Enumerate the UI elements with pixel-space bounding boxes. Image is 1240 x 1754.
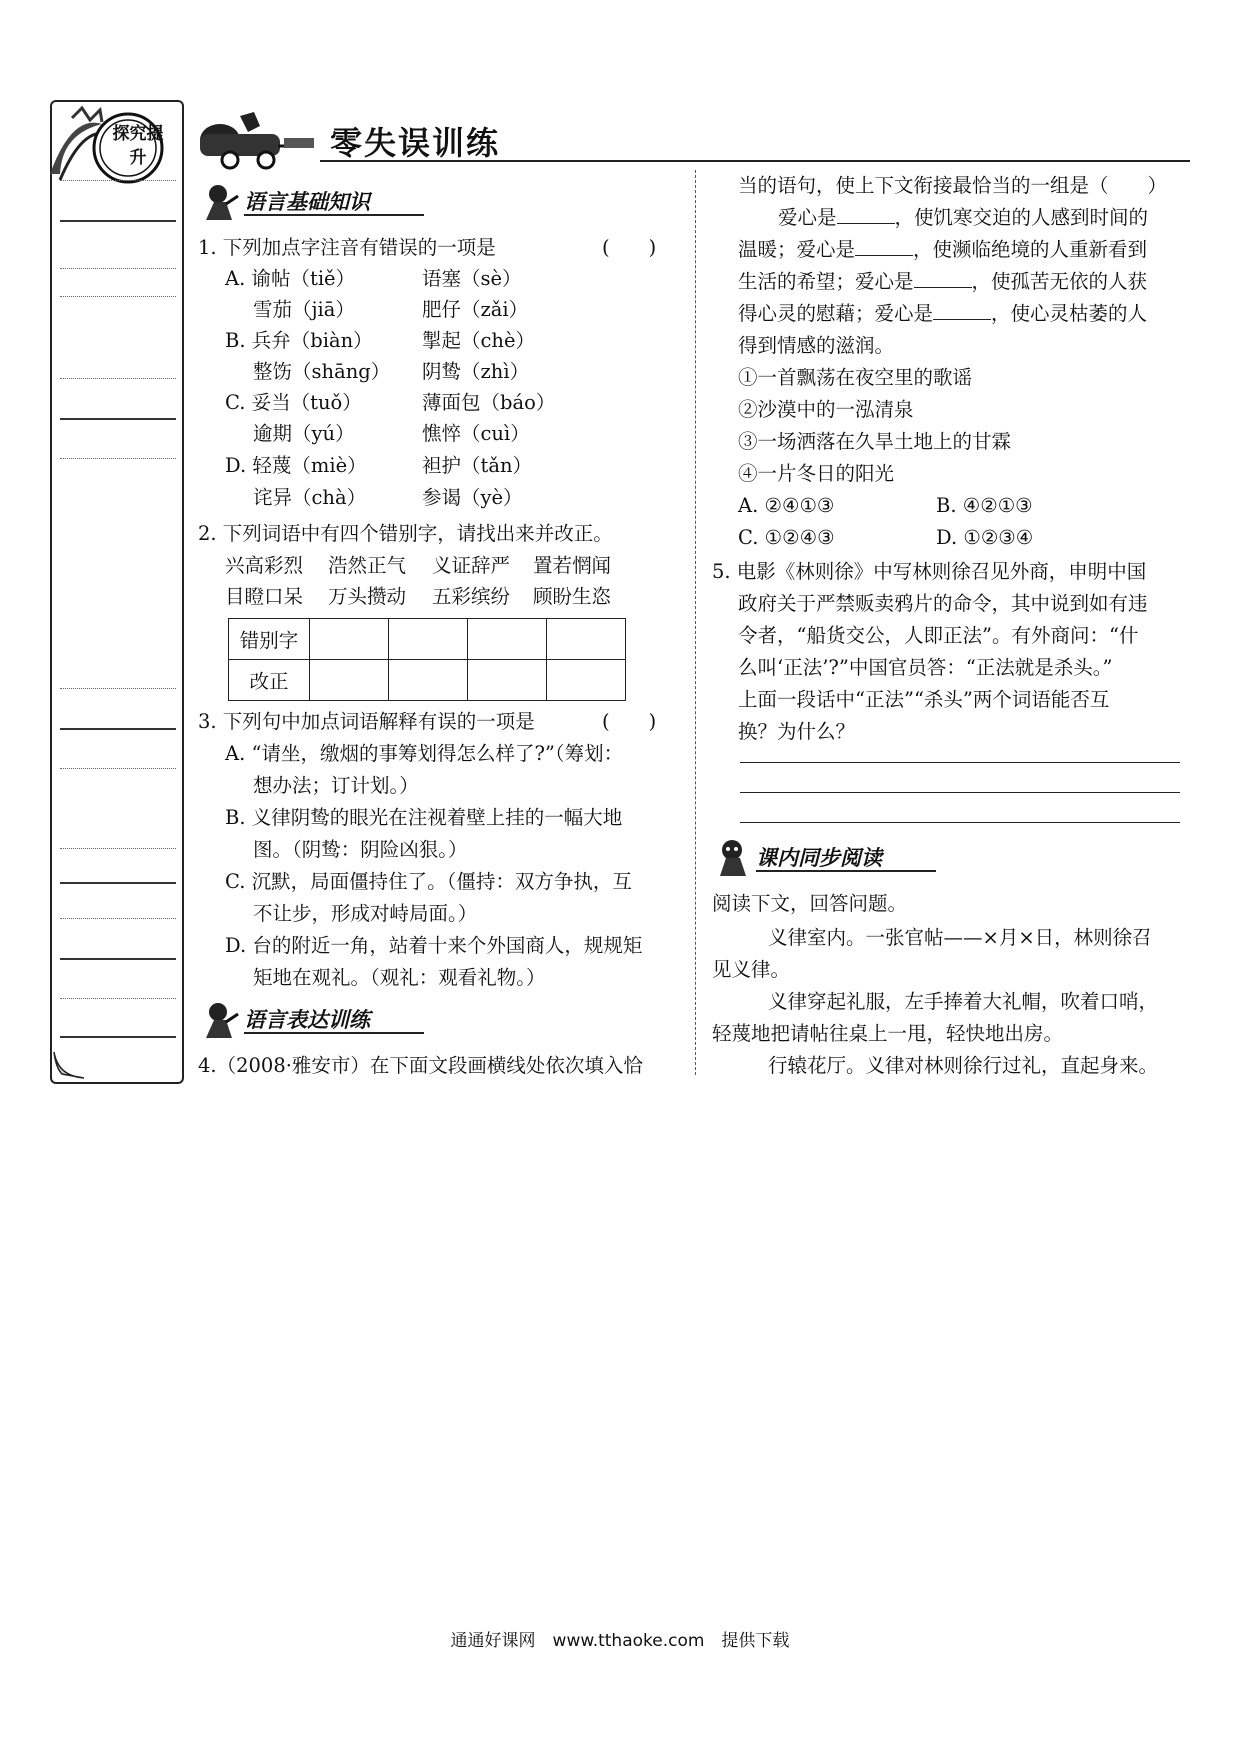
q1-option-d-3: 诧异（chà） <box>253 486 367 509</box>
margin-line <box>60 688 176 689</box>
section-header-reading <box>712 838 952 878</box>
q3-option-b: B. 义律阴鸷的眼光在注视着壁上挂的一幅大地 <box>225 806 623 829</box>
q5-answer-line[interactable] <box>740 792 1180 793</box>
q2-word: 万头攒动 <box>328 585 407 608</box>
q1-option-d-4: 参谒（yè） <box>422 486 523 509</box>
q5-answer-line[interactable] <box>740 762 1180 763</box>
section-header-expression <box>200 1000 440 1040</box>
q4-passage-line: 爱心是 ，使饥寒交迫的人感到时间的 <box>778 206 1149 229</box>
mascot-icon <box>200 182 240 222</box>
section-title: 语言表达训练 <box>244 1008 370 1032</box>
q4-stem-cont: 当的语句，使上下文衔接最恰当的一组是（ ） <box>738 174 1168 197</box>
blank-field[interactable] <box>855 237 913 256</box>
answer-cell[interactable] <box>468 619 547 660</box>
blank-field[interactable] <box>914 269 972 288</box>
answer-cell[interactable] <box>389 660 468 701</box>
mascot-icon <box>712 838 752 878</box>
q1-option-b-4: 阴鸷（zhì） <box>422 360 530 383</box>
section-title: 课内同步阅读 <box>756 846 882 870</box>
q2-word: 目瞪口呆 <box>225 585 304 608</box>
margin-line <box>60 768 176 769</box>
section-underline <box>244 214 424 216</box>
q1-stem: 1. 下列加点字注音有错误的一项是 <box>198 236 496 259</box>
margin-line <box>60 998 176 999</box>
q5-text: 政府关于严禁贩卖鸦片的命令，其中说到如有违 <box>738 592 1148 615</box>
q1-option-b-2: 掣起（chè） <box>422 329 536 352</box>
reading-paragraph: 见义律。 <box>712 958 791 981</box>
margin-line <box>60 180 176 181</box>
reading-paragraph: 行辕花厅。义律对林则徐行过礼，直起身来。 <box>768 1054 1159 1077</box>
table-row-label: 改正 <box>229 660 310 701</box>
margin-line <box>60 296 176 297</box>
q1-option-b-1: B. 兵弁（biàn） <box>225 329 373 352</box>
q5-answer-line[interactable] <box>740 822 1180 823</box>
q2-word: 义证辞严 <box>432 554 511 577</box>
q5-text: 令者，“船货交公，人即正法”。有外商问：“什 <box>738 624 1139 647</box>
q3-option-d: D. 台的附近一角，站着十来个外国商人，规规矩 <box>225 934 643 957</box>
margin-line <box>60 848 176 849</box>
margin-line <box>60 268 176 269</box>
section-title: 语言基础知识 <box>244 190 370 214</box>
q4-option-c[interactable]: C. ①②④③ <box>738 526 835 549</box>
q2-word: 置若惘闻 <box>533 554 612 577</box>
q1-option-b-3: 整饬（shāng） <box>253 360 391 383</box>
margin-line <box>60 882 176 884</box>
q2-stem: 2. 下列词语中有四个错别字，请找出来并改正。 <box>198 522 613 545</box>
q1-option-a-2: 语塞（sè） <box>422 267 522 290</box>
margin-line <box>60 378 176 379</box>
margin-line <box>60 728 176 730</box>
q4-choice-item: ①一首飘荡在夜空里的歌谣 <box>738 366 973 389</box>
q1-option-a-4: 肥仔（zǎi） <box>422 298 529 321</box>
q4-option-b[interactable]: B. ④②①③ <box>936 494 1033 517</box>
q1-option-c-3: 逾期（yú） <box>253 422 355 445</box>
q5-text: 上面一段话中“正法”“杀头”两个词语能否互 <box>738 688 1110 711</box>
reading-instruction: 阅读下文，回答问题。 <box>712 892 908 915</box>
q2-word: 顾盼生恣 <box>533 585 612 608</box>
q4-passage-line: 生活的希望；爱心是 ，使孤苦无依的人获 <box>738 270 1148 293</box>
q1-option-d-1: D. 轻蔑（miè） <box>225 454 367 477</box>
q1-option-a-1: A. 谕帖（tiě） <box>225 267 356 290</box>
q1-option-c-1: C. 妥当（tuǒ） <box>225 391 362 414</box>
margin-line <box>60 220 176 222</box>
page-title: 零失误训练 <box>330 124 501 162</box>
q4-choice-item: ②沙漠中的一泓清泉 <box>738 398 914 421</box>
q4-choice-item: ③一场洒落在久旱土地上的甘霖 <box>738 430 1012 453</box>
q5-text: 5. 电影《林则徐》中写林则徐召见外商，申明中国 <box>712 560 1147 583</box>
footer-credit: 通通好课网 www.tthaoke.com 提供下载 <box>450 1631 790 1651</box>
q1-answer-bracket[interactable]: ( ) <box>602 236 657 259</box>
q1-option-c-2: 薄面包（báo） <box>422 391 556 414</box>
q4-option-d[interactable]: D. ①②③④ <box>936 526 1034 549</box>
q2-word: 五彩缤纷 <box>432 585 511 608</box>
q3-option-d-cont: 矩地在观礼。（观礼：观看礼物。） <box>253 966 546 989</box>
q3-option-b-cont: 图。（阴鸷：阴险凶狠。） <box>253 838 468 861</box>
table-row-label: 错别字 <box>229 619 310 660</box>
answer-cell[interactable] <box>547 619 626 660</box>
margin-line <box>60 1036 176 1038</box>
q3-option-c-cont: 不让步，形成对峙局面。） <box>253 902 478 925</box>
section-underline <box>756 870 936 872</box>
reading-paragraph: 义律室内。一张官帖——×月×日，林则徐召 <box>768 926 1152 949</box>
q3-option-a-cont: 想办法；订计划。） <box>253 774 419 797</box>
q2-answer-table <box>228 618 626 701</box>
margin-line <box>60 458 176 459</box>
q4-stem: 4.（2008·雅安市）在下面文段画横线处依次填入恰 <box>198 1054 643 1077</box>
margin-line <box>60 918 176 919</box>
margin-line <box>60 958 176 960</box>
answer-cell[interactable] <box>468 660 547 701</box>
mascot-icon <box>200 1000 240 1040</box>
q5-text: 换？为什么？ <box>738 720 856 743</box>
q4-passage-line: 得到情感的滋润。 <box>738 334 895 357</box>
margin-note-column <box>50 100 184 1084</box>
q1-option-a-3: 雪茄（jiā） <box>253 298 355 321</box>
blank-field[interactable] <box>837 205 895 224</box>
reading-paragraph: 轻蔑地把请帖往桌上一甩，轻快地出房。 <box>712 1022 1064 1045</box>
column-divider <box>695 170 696 1075</box>
q3-option-a: A. “请坐，缴烟的事筹划得怎么样了?”（筹划： <box>225 742 624 765</box>
answer-cell[interactable] <box>547 660 626 701</box>
q4-passage-line: 得心灵的慰藉；爱心是 ，使心灵枯萎的人 <box>738 302 1148 325</box>
page-curl-icon <box>52 1050 86 1080</box>
q2-word: 兴高彩烈 <box>225 554 304 577</box>
answer-cell[interactable] <box>310 619 389 660</box>
q4-choice-item: ④一片冬日的阳光 <box>738 462 895 485</box>
q1-option-d-2: 袒护（tǎn） <box>422 454 533 477</box>
title-rule <box>320 160 1190 162</box>
q2-word: 浩然正气 <box>328 554 407 577</box>
q4-passage-line: 温暖；爱心是 ，使濒临绝境的人重新看到 <box>738 238 1148 261</box>
q3-stem: 3. 下列句中加点词语解释有误的一项是 <box>198 710 535 733</box>
q5-text: 么叫‘正法’?”中国官员答：“正法就是杀头。” <box>738 656 1113 679</box>
q1-option-c-4: 憔悴（cuì） <box>422 422 530 445</box>
section-header-basic <box>200 182 440 222</box>
reading-paragraph: 义律穿起礼服，左手捧着大礼帽，吹着口哨， <box>768 990 1159 1013</box>
answer-cell[interactable] <box>310 660 389 701</box>
answer-cell[interactable] <box>389 619 468 660</box>
q4-option-a[interactable]: A. ②④①③ <box>738 494 835 517</box>
margin-line <box>60 418 176 420</box>
q3-answer-bracket[interactable]: ( ) <box>602 710 657 733</box>
badge-text: 探究提升 <box>112 124 164 168</box>
blank-field[interactable] <box>933 301 991 320</box>
section-underline <box>244 1032 424 1034</box>
q3-option-c: C. 沉默，局面僵持住了。（僵持：双方争执，互 <box>225 870 632 893</box>
